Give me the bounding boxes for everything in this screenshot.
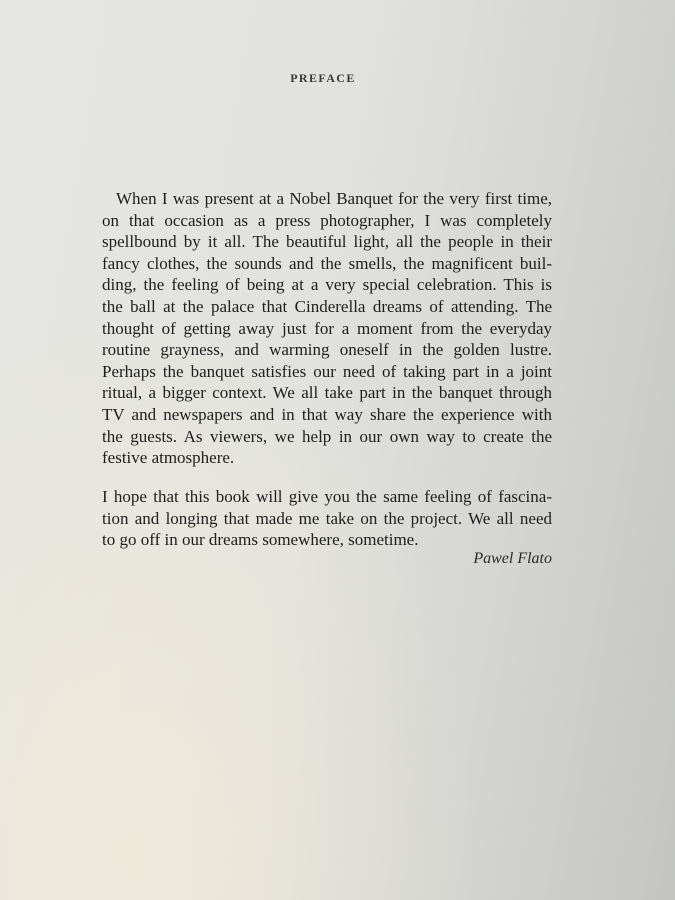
paragraph-line: Perhaps the banquet satisfies our need of taking part in a joint bbox=[102, 361, 552, 381]
paragraph-line: tion and longing that made me take on the project. We all need bbox=[102, 508, 552, 528]
paragraph-line: thought of getting away just for a moment from the everyday bbox=[102, 318, 552, 338]
paragraph-line: to go off in our dreams somewhere, sometime. bbox=[102, 530, 419, 550]
paragraph-line: festive atmosphere. bbox=[102, 448, 235, 468]
paragraph-line: fancy clothes, the sounds and the smells, the magnificent buil- bbox=[102, 253, 552, 273]
paragraph-line: routine grayness, and warming oneself in the golden lustre. bbox=[102, 340, 552, 360]
preface-paragraph-2 bbox=[102, 486, 552, 551]
paragraph-line: the guests. As viewers, we help in our own way to create the bbox=[102, 426, 552, 446]
paragraph-line: I hope that this book will give you the same feeling of fascina- bbox=[102, 487, 552, 506]
paragraph-line: When I was present at a Nobel Banquet for the very first time, bbox=[116, 189, 552, 208]
author-signature: Pawel Flato bbox=[473, 550, 552, 567]
page-heading: PREFACE bbox=[290, 71, 356, 85]
paragraph-line: spellbound by it all. The beautiful light, all the people in their bbox=[102, 232, 552, 252]
paragraph-line: the ball at the palace that Cinderella dreams of attending. The bbox=[102, 296, 552, 316]
preface-paragraph-1 bbox=[102, 188, 552, 469]
paragraph-line: TV and newspapers and in that way share the experience with bbox=[102, 404, 552, 424]
paragraph-line: on that occasion as a press photographer, I was completely bbox=[102, 210, 552, 230]
paragraph-line: ritual, a bigger context. We all take part in the banquet through bbox=[102, 383, 552, 403]
paragraph-line: ding, the feeling of being at a very special celebration. This is bbox=[102, 275, 552, 295]
